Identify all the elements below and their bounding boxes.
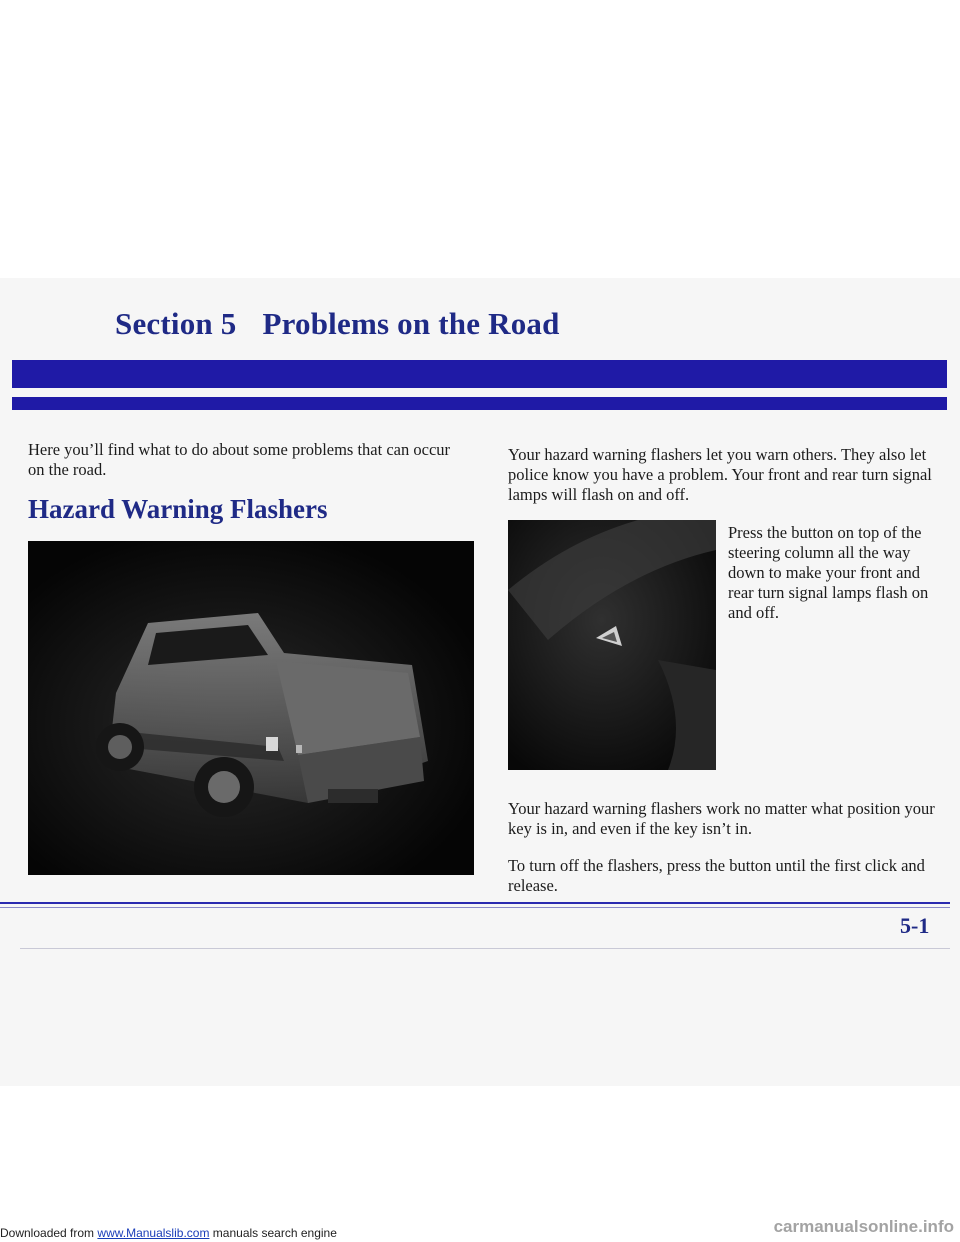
pickup-truck-photo [28, 541, 474, 875]
paragraph-press-button: Press the button on top of the steering column all the way down to make your front and rear turn signal lamps flash on and off. [728, 523, 929, 622]
manualslib-link[interactable]: www.Manualslib.com [97, 1226, 210, 1240]
hazard-warning-heading: Hazard Warning Flashers [28, 494, 328, 524]
footer-rule-thin [0, 907, 950, 908]
paragraph-hazard-intro: Your hazard warning flashers let you warn others. They also let police know you have a problem. Your front and rear turn signal lamps will flash on and off. [508, 445, 932, 504]
page-number: 5-1 [900, 913, 930, 938]
intro-text: Here you’ll find what to do about some problems that can occur on the road. [28, 440, 451, 479]
paragraph-turn-off: To turn off the flashers, press the button until the first click and release. [508, 856, 925, 895]
footer-rule [0, 902, 950, 904]
steering-column-photo [508, 520, 716, 770]
header-band-thin [12, 397, 947, 410]
page-bottom-rule [20, 948, 950, 949]
paragraph-key-position: Your hazard warning flashers work no matter what position your key is in, and even if the key isn’t in. [508, 799, 935, 838]
header-band [12, 360, 947, 388]
watermark-text: carmanualsonline.info [773, 1217, 954, 1236]
download-footer: Downloaded from www.Manualslib.com manuals search engine [0, 1226, 337, 1240]
section-title: Section 5 Problems on the Road [115, 306, 560, 341]
